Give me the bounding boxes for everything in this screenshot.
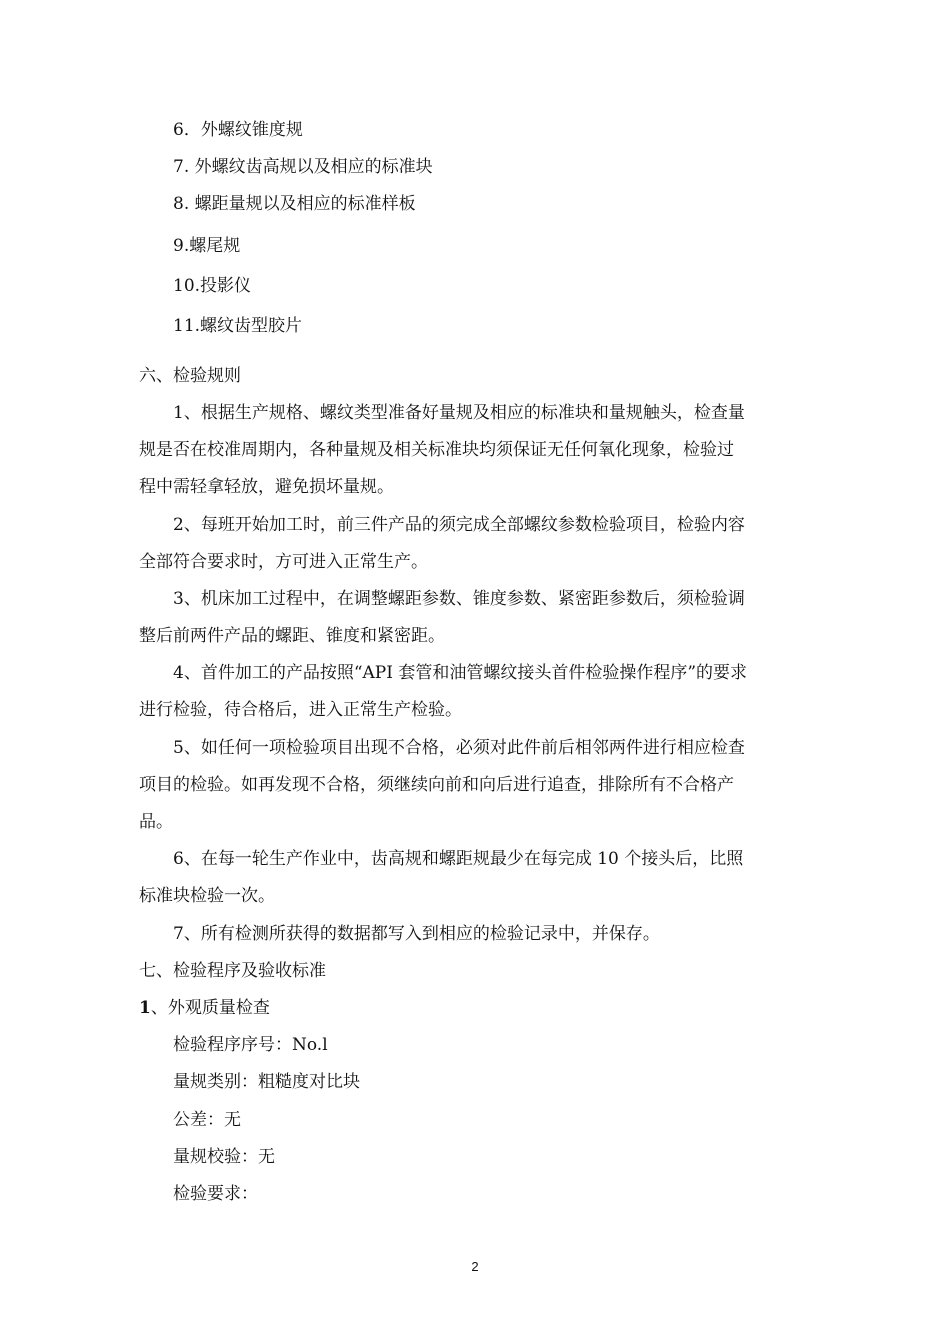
tool-item: 9.螺尾规 [173, 236, 241, 256]
rule-line: 6、在每一轮生产作业中，齿高规和螺距规最少在每完成 10 个接头后，比照 [173, 849, 744, 869]
tool-item: 6．外螺纹锥度规 [173, 120, 303, 140]
rule-line: 进行检验，待合格后，进入正常生产检验。 [139, 700, 462, 720]
rule-line: 7、所有检测所获得的数据都写入到相应的检验记录中，并保存。 [173, 924, 660, 944]
section-heading: 六、检验规则 [139, 366, 241, 386]
section-heading: 七、检验程序及验收标准 [139, 961, 326, 981]
tool-item: 8. 螺距量规以及相应的标准样板 [173, 194, 416, 214]
page-number: 2 [471, 1259, 479, 1274]
sub-heading-number: 1 [139, 998, 151, 1018]
rule-line: 品。 [139, 812, 173, 832]
sub-heading-text: 、外观质量检查 [150, 998, 270, 1018]
rule-line: 程中需轻拿轻放，避免损坏量规。 [139, 477, 394, 497]
rule-line: 5、如任何一项检验项目出现不合格，必须对此件前后相邻两件进行相应检查 [173, 738, 745, 758]
rule-line: 1、根据生产规格、螺纹类型准备好量规及相应的标准块和量规触头，检查量 [173, 403, 745, 423]
sub-heading [139, 996, 270, 1020]
rule-line: 规是否在校准周期内，各种量规及相关标准块均须保证无任何氧化现象，检验过 [139, 440, 734, 460]
field-line: 检验要求： [173, 1184, 258, 1204]
rule-line: 全部符合要求时，方可进入正常生产。 [139, 552, 428, 572]
rule-line: 整后前两件产品的螺距、锥度和紧密距。 [139, 626, 445, 646]
rule-line: 4、首件加工的产品按照“API 套管和油管螺纹接头首件检验操作程序”的要求 [173, 663, 748, 683]
tool-item: 10.投影仪 [173, 276, 252, 296]
tool-item: 7. 外螺纹齿高规以及相应的标准块 [173, 157, 433, 177]
rule-line: 3、机床加工过程中，在调整螺距参数、锥度参数、紧密距参数后，须检验调 [173, 589, 745, 609]
rule-line: 2、每班开始加工时，前三件产品的须完成全部螺纹参数检验项目，检验内容 [173, 515, 745, 535]
field-line: 公差：无 [173, 1110, 241, 1130]
field-line: 量规类别：粗糙度对比块 [173, 1072, 360, 1092]
rule-line: 标准块检验一次。 [139, 886, 275, 906]
tool-item: 11.螺纹齿型胶片 [173, 316, 303, 336]
field-line: 检验程序序号：No.l [173, 1035, 328, 1055]
field-line: 量规校验：无 [173, 1147, 275, 1167]
rule-line: 项目的检验。如再发现不合格，须继续向前和向后进行追查，排除所有不合格产 [139, 775, 734, 795]
